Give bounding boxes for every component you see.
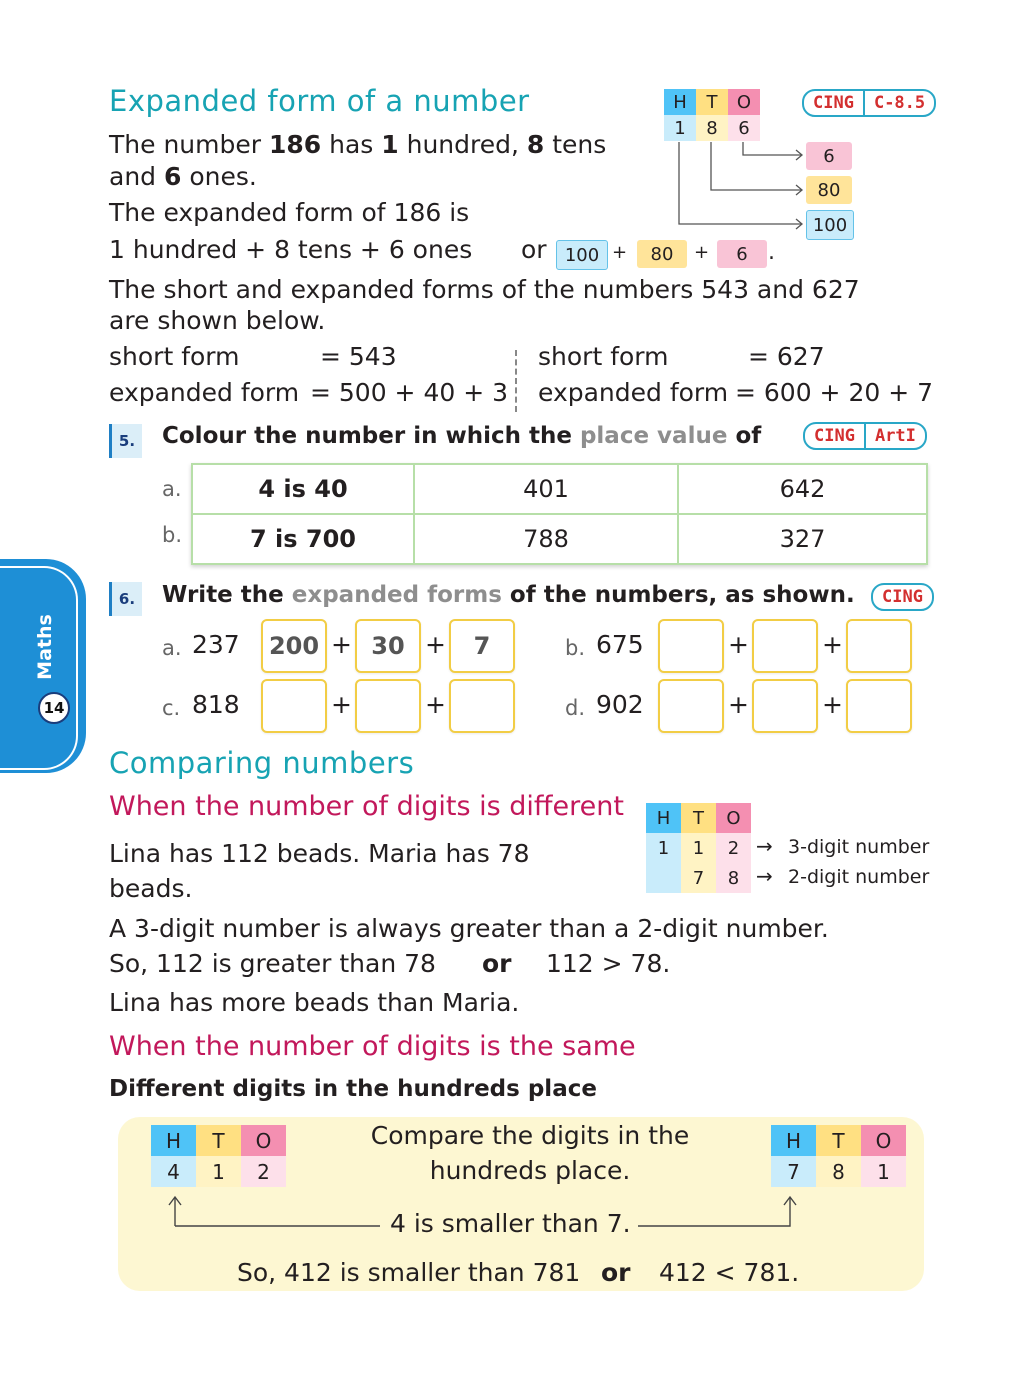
question-number: 5. — [109, 424, 142, 458]
hto-table-compare — [646, 803, 751, 893]
tag-code: ArtI — [864, 424, 925, 448]
expanded-form-label: expanded form — [109, 378, 300, 407]
cing-tag — [802, 89, 936, 117]
hto-value-h: 7 — [771, 1156, 816, 1187]
row-label: b. — [162, 523, 183, 547]
hto-value-o: 2 — [716, 833, 751, 863]
colourable-number-cell[interactable]: 642 — [678, 464, 927, 514]
answer-box[interactable] — [846, 619, 912, 673]
paragraph: The expanded form of 186 is — [109, 198, 470, 227]
plus-sign: + — [728, 690, 749, 719]
plus-sign: + — [612, 242, 628, 263]
colourable-number-cell[interactable]: 327 — [678, 514, 927, 564]
subheading-bold: Different digits in the hundreds place — [109, 1076, 597, 1102]
hto-value-o: 8 — [716, 863, 751, 893]
box-text: 4 is smaller than 7. — [390, 1209, 631, 1238]
hto-value-o: 2 — [241, 1156, 286, 1187]
text: Colour the number in which the — [162, 423, 580, 449]
plus-sign: + — [822, 690, 843, 719]
condition-cell: 7 is 700 — [192, 514, 414, 564]
box-conclusion: So, 412 is smaller than 781 — [237, 1258, 581, 1287]
text: of the numbers, as shown. — [501, 582, 855, 608]
hto-header-h: H — [151, 1125, 196, 1156]
cing-tag — [871, 583, 934, 611]
hto-value-h: 1 — [664, 115, 696, 141]
highlight-text: expanded forms — [291, 582, 502, 608]
or-text: or — [521, 235, 547, 264]
side-chip-ones: 6 — [806, 142, 852, 170]
plus-sign: + — [728, 630, 749, 659]
short-form-value: = 627 — [748, 342, 825, 371]
hto-header-o: O — [716, 803, 751, 833]
text: tens — [544, 130, 607, 159]
text: hundred, — [398, 130, 527, 159]
item-number: 818 — [192, 690, 240, 719]
condition-cell: 4 is 40 — [192, 464, 414, 514]
hto-value-t: 1 — [196, 1156, 241, 1187]
answer-box[interactable] — [449, 679, 515, 733]
hto-value-t: 7 — [681, 863, 716, 893]
short-form-label: short form — [109, 342, 240, 371]
hto-value-t: 8 — [696, 115, 728, 141]
chip-ones: 6 — [717, 240, 767, 268]
answer-box[interactable] — [752, 619, 818, 673]
answer-box[interactable]: 200 — [261, 619, 327, 673]
hto-value-h — [646, 863, 681, 893]
item-number: 675 — [596, 630, 644, 659]
item-number: 237 — [192, 630, 240, 659]
plus-sign: + — [331, 630, 352, 659]
divider — [515, 350, 517, 412]
side-chip-tens: 80 — [806, 176, 852, 204]
expanded-form-value: = 500 + 40 + 3 — [310, 378, 509, 407]
plus-sign: + — [425, 630, 446, 659]
section-heading-expanded-form: Expanded form of a number — [109, 84, 530, 118]
box-text: Compare the digits in the — [370, 1121, 690, 1150]
highlight-text: place value — [579, 423, 728, 449]
paragraph — [109, 161, 257, 193]
chip-tens: 80 — [637, 240, 687, 268]
plus-sign: + — [694, 242, 710, 263]
hto-value-t: 8 — [816, 1156, 861, 1187]
expanded-form-value: = 600 + 20 + 7 — [735, 378, 934, 407]
bold-number: 8 — [526, 130, 545, 159]
tag-label: CING — [814, 426, 855, 446]
question-number: 6. — [109, 582, 142, 616]
text: has — [321, 130, 382, 159]
chip-hundreds: 100 — [556, 240, 608, 270]
plus-sign: + — [822, 630, 843, 659]
row-label: a. — [162, 477, 182, 501]
cing-tag — [803, 422, 927, 450]
paragraph: 1 hundred + 8 tens + 6 ones — [109, 235, 473, 264]
answer-box[interactable] — [846, 679, 912, 733]
bold-number: 186 — [268, 130, 322, 159]
or-text: or — [601, 1258, 631, 1287]
paragraph: beads. — [109, 874, 193, 903]
subject-label: Maths — [34, 614, 56, 680]
question-text — [162, 423, 761, 449]
digit-label: 3-digit number — [788, 836, 930, 858]
answer-box[interactable] — [658, 619, 724, 673]
hto-header-h: H — [646, 803, 681, 833]
answer-box[interactable] — [261, 679, 327, 733]
hto-header-o: O — [241, 1125, 286, 1156]
table-row — [192, 464, 927, 514]
tag-label: CING — [813, 93, 854, 113]
item-label: a. — [162, 636, 182, 660]
text: and — [109, 162, 164, 191]
hto-value-o: 1 — [861, 1156, 906, 1187]
plus-sign: + — [331, 690, 352, 719]
answer-box[interactable] — [355, 679, 421, 733]
colourable-number-cell[interactable]: 788 — [414, 514, 678, 564]
box-text: hundreds place. — [429, 1156, 631, 1185]
expanded-form-label: expanded form — [538, 378, 729, 407]
subheading: When the number of digits is the same — [109, 1031, 636, 1062]
place-value-table — [191, 463, 928, 565]
or-text: or — [482, 949, 512, 978]
paragraph: are shown below. — [109, 306, 326, 335]
side-chip-hundreds: 100 — [806, 210, 854, 240]
hto-value-h: 1 — [646, 833, 681, 863]
item-label: b. — [565, 636, 586, 660]
bold-number: 1 — [381, 130, 399, 159]
hto-table-186 — [664, 89, 760, 141]
answer-box[interactable] — [658, 679, 724, 733]
place-value-connector-lines — [660, 140, 810, 240]
hto-table-412 — [151, 1125, 286, 1187]
digit-label: 2-digit number — [788, 866, 930, 888]
hto-value-h: 4 — [151, 1156, 196, 1187]
hto-value-o: 6 — [728, 115, 760, 141]
paragraph — [109, 129, 606, 161]
hto-header-t: T — [816, 1125, 861, 1156]
hto-header-t: T — [696, 89, 728, 115]
hto-header-o: O — [728, 89, 760, 115]
bold-number: 6 — [163, 162, 182, 191]
table-row — [192, 514, 927, 564]
item-number: 902 — [596, 690, 644, 719]
paragraph: A 3-digit number is always greater than a 2-digit number. — [109, 914, 829, 943]
hto-header-t: T — [681, 803, 716, 833]
text: ones. — [181, 162, 257, 191]
answer-box[interactable] — [752, 679, 818, 733]
text: The number — [109, 130, 269, 159]
question-text — [162, 582, 855, 608]
page-number: 14 — [38, 692, 70, 724]
hto-header-t: T — [196, 1125, 241, 1156]
arrow-right-icon: → — [756, 864, 773, 888]
answer-box[interactable]: 30 — [355, 619, 421, 673]
hto-table-781 — [771, 1125, 906, 1187]
short-form-value: = 543 — [320, 342, 397, 371]
answer-box[interactable]: 7 — [449, 619, 515, 673]
arrow-right-icon: → — [756, 834, 773, 858]
box-conclusion: 412 < 781. — [659, 1258, 800, 1287]
item-label: c. — [162, 696, 181, 720]
subject-label-wrap — [30, 614, 60, 680]
plus-sign: + — [425, 690, 446, 719]
short-form-label: short form — [538, 342, 669, 371]
paragraph: The short and expanded forms of the numbers 543 and 627 — [109, 275, 860, 304]
text: of — [727, 423, 762, 449]
section-heading-comparing: Comparing numbers — [109, 746, 415, 780]
hto-header-h: H — [664, 89, 696, 115]
subheading: When the number of digits is different — [109, 791, 624, 822]
colourable-number-cell[interactable]: 401 — [414, 464, 678, 514]
paragraph: Lina has 112 beads. Maria has 78 — [109, 839, 530, 868]
hto-header-h: H — [771, 1125, 816, 1156]
paragraph: Lina has more beads than Maria. — [109, 988, 520, 1017]
tag-code: C-8.5 — [863, 91, 934, 115]
paragraph: 112 > 78. — [546, 949, 671, 978]
item-label: d. — [565, 696, 586, 720]
hto-value-t: 1 — [681, 833, 716, 863]
paragraph: So, 112 is greater than 78 — [109, 949, 436, 978]
text: Write the — [162, 582, 292, 608]
period: . — [768, 240, 775, 265]
tag-label: CING — [882, 587, 923, 607]
hto-header-o: O — [861, 1125, 906, 1156]
